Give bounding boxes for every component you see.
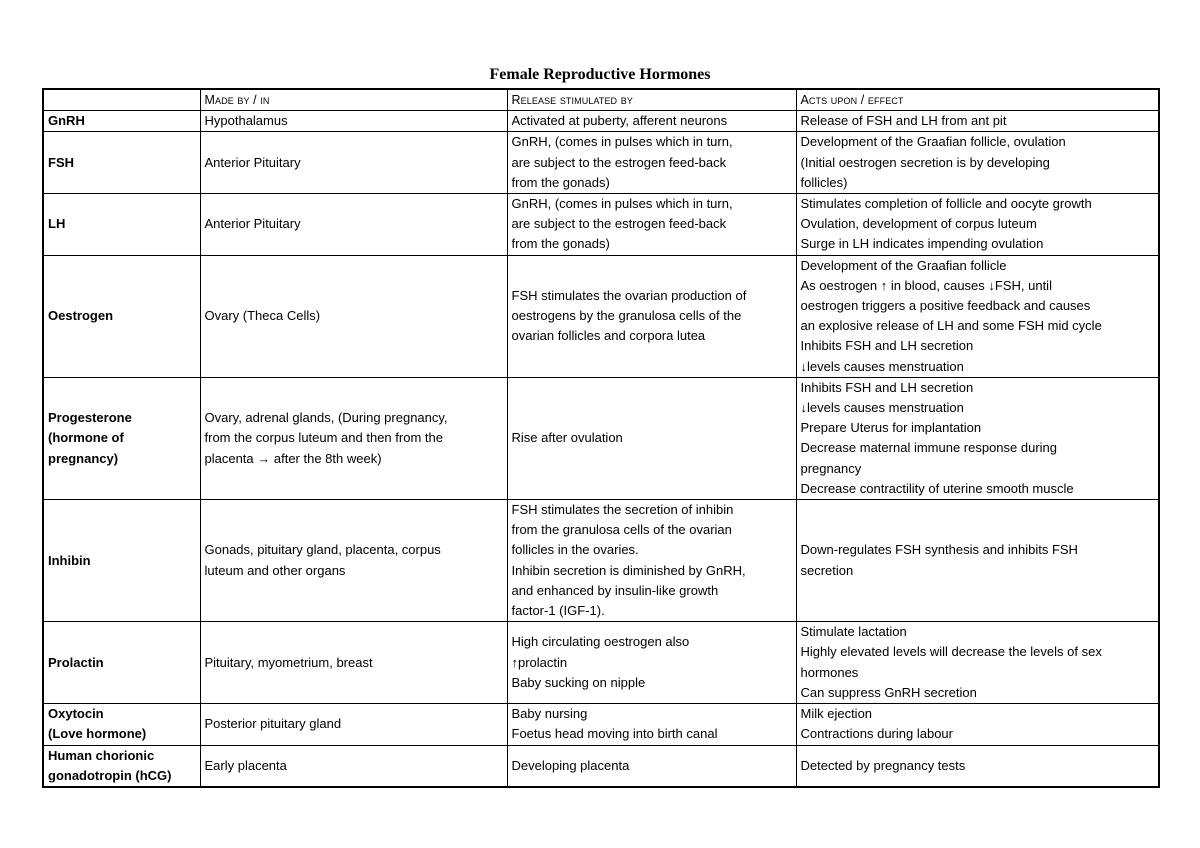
header-release: Release stimulated by — [507, 89, 796, 111]
table-row — [43, 745, 1159, 787]
cell-line: Prolactin — [48, 654, 104, 670]
cell-line: Detected by pregnancy tests — [800, 757, 966, 773]
release-cell — [507, 255, 796, 377]
cell-line: Baby nursing — [511, 706, 588, 722]
table-row — [43, 500, 1159, 622]
table-row — [43, 132, 1159, 194]
hormone-name-cell — [43, 622, 200, 704]
hormone-name-cell — [43, 377, 200, 499]
release-cell — [507, 622, 796, 704]
cell-line: pregnancy — [800, 460, 862, 476]
effect-cell — [796, 622, 1159, 704]
cell-line: Highly elevated levels will decrease the levels of sex — [800, 644, 1102, 660]
cell-line: from the granulosa cells of the ovarian — [511, 522, 732, 538]
cell-line: Surge in LH indicates impending ovulation — [800, 236, 1044, 252]
cell-line: LH — [48, 216, 66, 232]
table-row — [43, 194, 1159, 256]
cell-line: Release of FSH and LH from ant pit — [800, 113, 1007, 129]
cell-line: GnRH — [48, 113, 85, 129]
cell-line: Anterior Pituitary — [204, 216, 301, 232]
cell-line: FSH stimulates the secretion of inhibin — [511, 502, 734, 518]
cell-line: Stimulates completion of follicle and oocyte growth — [800, 196, 1092, 212]
effect-cell — [796, 255, 1159, 377]
cell-line: Inhibits FSH and LH secretion — [800, 379, 974, 395]
cell-line: Gonads, pituitary gland, placenta, corpus — [204, 542, 441, 558]
cell-line: ↑prolactin — [511, 654, 568, 670]
cell-line: Oxytocin — [48, 706, 104, 722]
cell-line: Pituitary, myometrium, breast — [204, 654, 373, 670]
cell-line: Milk ejection — [800, 706, 873, 722]
cell-line: FSH stimulates the ovarian production of — [511, 287, 747, 303]
cell-line: Human chorionic — [48, 747, 155, 763]
cell-line: Early placenta — [204, 757, 287, 773]
cell-line: GnRH, (comes in pulses which in turn, — [511, 134, 733, 150]
made-by-cell — [200, 132, 507, 194]
cell-line: ovarian follicles and corpora lutea — [511, 328, 706, 344]
cell-line: Posterior pituitary gland — [204, 716, 342, 732]
table-row — [43, 255, 1159, 377]
cell-line: from the corpus luteum and then from the — [204, 430, 443, 446]
cell-line: Down-regulates FSH synthesis and inhibits FSH — [800, 542, 1078, 558]
hormone-name-cell — [43, 704, 200, 745]
cell-line: Oestrogen — [48, 308, 114, 324]
cell-line: luteum and other organs — [204, 562, 346, 578]
hormone-name-cell — [43, 745, 200, 787]
cell-line: Contractions during labour — [800, 726, 953, 742]
cell-line: Baby sucking on nipple — [511, 674, 646, 690]
hormone-name-cell — [43, 132, 200, 194]
cell-line: High circulating oestrogen also — [511, 634, 690, 650]
hormone-name-cell — [43, 500, 200, 622]
header-made-by: Made by / in — [200, 89, 507, 111]
release-cell — [507, 704, 796, 745]
release-cell — [507, 194, 796, 256]
made-by-cell — [200, 255, 507, 377]
cell-line: Development of the Graafian follicle — [800, 257, 1007, 273]
cell-line: ↓levels causes menstruation — [800, 358, 964, 374]
cell-line: factor-1 (IGF-1). — [511, 603, 605, 619]
hormone-name-cell — [43, 194, 200, 256]
release-cell — [507, 500, 796, 622]
cell-line: oestrogens by the granulosa cells of the — [511, 308, 742, 324]
cell-line: Decrease contractility of uterine smooth muscle — [800, 480, 1074, 496]
cell-line: Decrease maternal immune response during — [800, 440, 1058, 456]
header-effect: Acts upon / effect — [796, 89, 1159, 111]
cell-line: Progesterone — [48, 410, 132, 426]
cell-line: are subject to the estrogen feed-back — [511, 216, 727, 232]
cell-line: (Love hormone) — [48, 726, 147, 742]
cell-line: follicles) — [800, 174, 848, 190]
made-by-cell — [200, 704, 507, 745]
cell-line: Foetus head moving into birth canal — [511, 726, 718, 742]
cell-line: FSH — [48, 154, 74, 170]
cell-line: oestrogen triggers a positive feedback and causes — [800, 298, 1091, 314]
cell-line: Inhibin secretion is diminished by GnRH, — [511, 562, 746, 578]
cell-line: GnRH, (comes in pulses which in turn, — [511, 196, 733, 212]
cell-line: As oestrogen ↑ in blood, causes ↓FSH, until — [800, 277, 1052, 293]
cell-line: gonadotropin (hCG) — [48, 767, 172, 783]
cell-line: ↓levels causes menstruation — [800, 400, 964, 416]
cell-line: hormones — [800, 664, 859, 680]
cell-line: Inhibin — [48, 552, 91, 568]
cell-line: Ovulation, development of corpus luteum — [800, 216, 1037, 232]
release-cell — [507, 132, 796, 194]
made-by-cell — [200, 194, 507, 256]
cell-line: Activated at puberty, afferent neurons — [511, 113, 728, 129]
cell-line: are subject to the estrogen feed-back — [511, 154, 727, 170]
made-by-cell — [200, 111, 507, 132]
hormone-table — [42, 88, 1160, 788]
hormone-name-cell — [43, 255, 200, 377]
table-row — [43, 377, 1159, 499]
cell-line: Hypothalamus — [204, 113, 288, 129]
made-by-cell — [200, 500, 507, 622]
effect-cell — [796, 500, 1159, 622]
cell-line: follicles in the ovaries. — [511, 542, 639, 558]
cell-line: Development of the Graafian follicle, ovulation — [800, 134, 1066, 150]
cell-line: and enhanced by insulin-like growth — [511, 582, 719, 598]
page-title: Female Reproductive Hormones — [489, 66, 711, 83]
cell-line: Anterior Pituitary — [204, 154, 301, 170]
cell-line: Ovary, adrenal glands, (During pregnancy, — [204, 410, 448, 426]
cell-line: an explosive release of LH and some FSH mid cycle — [800, 318, 1102, 334]
cell-line: from the gonads) — [511, 236, 610, 252]
cell-line: Can suppress GnRH secretion — [800, 684, 977, 700]
made-by-cell — [200, 622, 507, 704]
cell-line: (hormone of — [48, 430, 124, 446]
cell-line: Developing placenta — [511, 757, 630, 773]
cell-line: Prepare Uterus for implantation — [800, 420, 982, 436]
cell-line: secretion — [800, 562, 854, 578]
effect-cell — [796, 704, 1159, 745]
cell-line: Ovary (Theca Cells) — [204, 308, 321, 324]
release-cell — [507, 745, 796, 787]
table-row — [43, 622, 1159, 704]
made-by-cell — [200, 377, 507, 499]
cell-line: from the gonads) — [511, 174, 610, 190]
hormone-name-cell — [43, 111, 200, 132]
cell-line: (Initial oestrogen secretion is by developing — [800, 154, 1050, 170]
table-header-row — [43, 89, 1159, 111]
table-row — [43, 704, 1159, 745]
release-cell — [507, 377, 796, 499]
effect-cell — [796, 745, 1159, 787]
header-hormone — [43, 89, 200, 111]
effect-cell — [796, 111, 1159, 132]
release-cell — [507, 111, 796, 132]
cell-line: Rise after ovulation — [511, 430, 623, 446]
effect-cell — [796, 377, 1159, 499]
table-row — [43, 111, 1159, 132]
cell-line: Inhibits FSH and LH secretion — [800, 338, 974, 354]
effect-cell — [796, 132, 1159, 194]
made-by-cell — [200, 745, 507, 787]
effect-cell — [796, 194, 1159, 256]
cell-line: placenta → after the 8th week) — [204, 450, 382, 466]
cell-line: pregnancy) — [48, 450, 119, 466]
cell-line: Stimulate lactation — [800, 624, 907, 640]
